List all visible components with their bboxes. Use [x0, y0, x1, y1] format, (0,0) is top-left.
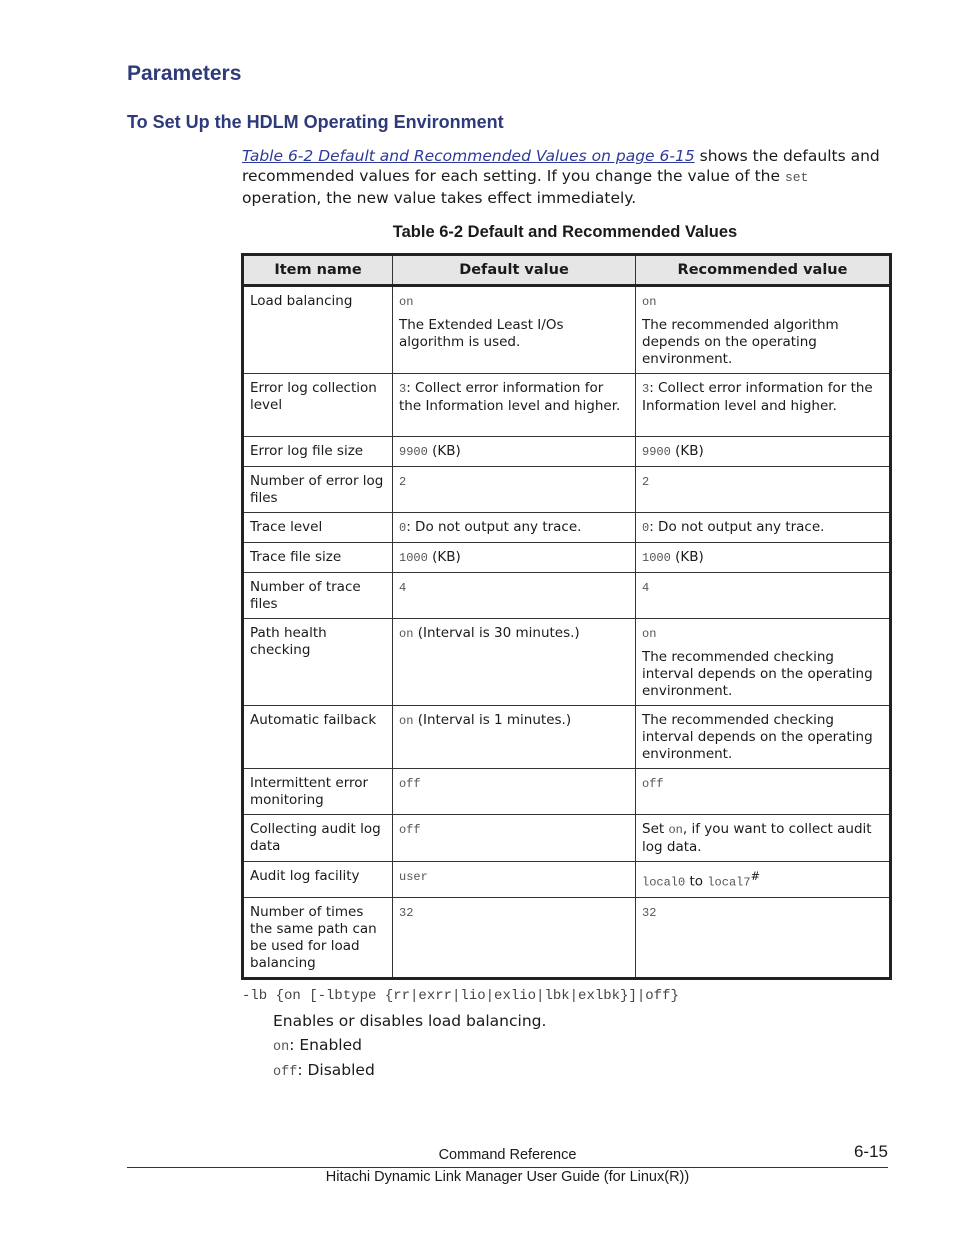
- default-cell: 4: [393, 573, 636, 619]
- column-header-default: Default value: [393, 255, 636, 286]
- table-row: [243, 573, 891, 619]
- default-cell: user: [393, 862, 636, 898]
- footer-book-title: Hitachi Dynamic Link Manager User Guide (for Linux(R)): [325, 1169, 690, 1185]
- default-cell: 3: Collect error information for the Information level and higher.: [393, 374, 636, 437]
- table-row: [243, 815, 891, 862]
- table-row: [243, 706, 891, 769]
- item-cell: Number of times the same path can be used for load balancing: [243, 897, 393, 978]
- table-row: [243, 862, 891, 898]
- item-cell: Intermittent error monitoring: [243, 769, 393, 815]
- item-cell: Error log collection level: [243, 374, 393, 437]
- default-cell: on (Interval is 1 minutes.): [393, 706, 636, 769]
- table-reference-link[interactable]: Table 6-2 Default and Recommended Values on page 6-15: [242, 147, 695, 165]
- recommended-cell: Set on, if you want to collect audit log data.: [636, 815, 891, 862]
- item-cell: Audit log facility: [243, 862, 393, 898]
- option-syntax: -lb {on [-lbtype {rr|exrr|lio|exlio|lbk|exlbk}]|off}: [242, 988, 679, 1004]
- item-cell: Trace file size: [243, 543, 393, 573]
- table-row: [243, 374, 891, 437]
- item-cell: Number of error log files: [243, 467, 393, 513]
- page-heading: Parameters: [127, 62, 242, 85]
- intro-code: set: [784, 170, 809, 185]
- intro-paragraph: [242, 146, 882, 208]
- column-header-item: Item name: [243, 255, 393, 286]
- option-off: off: Disabled: [273, 1061, 375, 1080]
- item-cell: Load balancing: [243, 286, 393, 374]
- table-row: [243, 513, 891, 543]
- default-cell: 1000 (KB): [393, 543, 636, 573]
- table-row: [243, 769, 891, 815]
- footnote-marker: #: [750, 870, 761, 883]
- column-header-recommended: Recommended value: [636, 255, 891, 286]
- recommended-cell: local0 to local7#: [636, 862, 891, 898]
- default-cell: on The Extended Least I/Os algorithm is used.: [393, 286, 636, 374]
- item-cell: Automatic failback: [243, 706, 393, 769]
- table-row: [243, 286, 891, 374]
- default-cell: off: [393, 769, 636, 815]
- recommended-cell: 2: [636, 467, 891, 513]
- item-cell: Trace level: [243, 513, 393, 543]
- table-row: [243, 437, 891, 467]
- table-row: [243, 467, 891, 513]
- intro-text-end: operation, the new value takes effect immediately.: [242, 189, 637, 207]
- table-row: [243, 619, 891, 706]
- section-heading: To Set Up the HDLM Operating Environment: [127, 112, 504, 132]
- recommended-cell: The recommended checking interval depends on the operating environment.: [636, 706, 891, 769]
- default-cell: 0: Do not output any trace.: [393, 513, 636, 543]
- option-on: on: Enabled: [273, 1036, 362, 1055]
- recommended-cell: 4: [636, 573, 891, 619]
- default-cell: on (Interval is 30 minutes.): [393, 619, 636, 706]
- recommended-cell: 3: Collect error information for the Information level and higher.: [636, 374, 891, 437]
- table-row: [243, 543, 891, 573]
- default-cell: 2: [393, 467, 636, 513]
- page-number: 6-15: [853, 1142, 888, 1161]
- recommended-cell: 1000 (KB): [636, 543, 891, 573]
- default-cell: off: [393, 815, 636, 862]
- item-cell: Number of trace files: [243, 573, 393, 619]
- item-cell: Collecting audit log data: [243, 815, 393, 862]
- recommended-cell: off: [636, 769, 891, 815]
- option-description: Enables or disables load balancing.: [273, 1012, 547, 1030]
- parameters-table: [241, 253, 892, 980]
- table-caption: Table 6-2 Default and Recommended Values: [392, 223, 738, 241]
- item-cell: Error log file size: [243, 437, 393, 467]
- recommended-cell: on The recommended checking interval depends on the operating environment.: [636, 619, 891, 706]
- recommended-cell: 0: Do not output any trace.: [636, 513, 891, 543]
- item-cell: Path health checking: [243, 619, 393, 706]
- recommended-cell: 9900 (KB): [636, 437, 891, 467]
- footer-divider: [127, 1167, 888, 1168]
- default-cell: 32: [393, 897, 636, 978]
- recommended-cell: on The recommended algorithm depends on the operating environment.: [636, 286, 891, 374]
- recommended-cell: 32: [636, 897, 891, 978]
- intro-text: shows the defaults and recommended values for each setting. If you change the value of the: [242, 147, 880, 185]
- default-cell: 9900 (KB): [393, 437, 636, 467]
- table-row: [243, 897, 891, 978]
- footer-section: Command Reference: [438, 1147, 577, 1163]
